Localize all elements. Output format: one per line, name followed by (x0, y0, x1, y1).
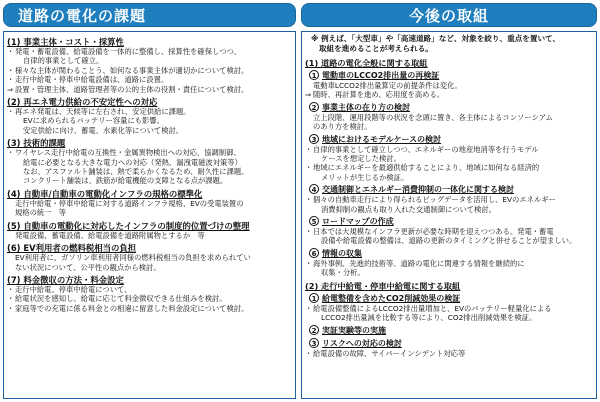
initiative-subtitle-text: 交通制御とエネルギー消費抑制の一体化に関する検討 (322, 185, 514, 195)
initiative-line: ・ 個々の自動車走行により得られるビッグデータを活用し、EVのエネルギー (305, 195, 593, 204)
issue-section-title: (4) 自動車/自動車の電動化インフラの規格の標準化 (7, 188, 203, 199)
issue-line: ・ 走行中給電・停車中給電設備は、道路に設置。 (7, 75, 292, 84)
issues-box (3, 31, 296, 399)
circled-number: 5 (309, 216, 319, 226)
issue-section-title: (3) 技術的課題 (7, 138, 66, 149)
initiative-line: のあり方を検討。 (313, 122, 372, 132)
initiative-subtitle (305, 102, 593, 113)
initiative-subtitle-text: 給電整備を含めたCO2削減効果の検証 (322, 293, 461, 303)
circled-number: 2 (309, 102, 319, 112)
issue-line: ・ 走行中給電、停車中給電について、 (7, 285, 292, 294)
issue-section-title: (1) 事業主体・コスト・採算性 (7, 37, 124, 47)
issue-line: ・ 家庭等での充電に係る料金との相違に留意した料金設定について検討。 (7, 304, 292, 313)
issue-section-title: (7) 料金徴収の方法・料金設定 (7, 274, 124, 285)
initiative-line: 立上段階、運用段階等の状況を念頭に置き、各主体によるコンソーシアム (313, 112, 553, 122)
initiative-line: 消費抑制の観点も取り入れた交通制御について検討。 (321, 204, 496, 214)
issue-line: ・ 発電・蓄電設備、給電設備を一体的に整備し、採算性を確保しつつ、 (7, 47, 292, 56)
initiative-line: ケースを想定した検討。 (321, 154, 401, 164)
issue-line: 自律的事業として確立。 (23, 56, 104, 66)
initiative-subtitle-text: 地域におけるモデルケースの検討 (322, 134, 442, 144)
issue-line: 走行中給電・停車中給電に対する道路インフラ規格、EVの受電装置の (15, 198, 244, 208)
left-panel (3, 3, 296, 399)
note-line: ※ 例えば、「大型車」や「高速道路」など、対象を絞り、重点を置いて、 (311, 34, 561, 43)
issue-section-title: (5) 自動車の電動化に対応したインフラの制度的位置づけの整理 (7, 220, 250, 231)
initiative-subtitle-text: 情報の収集 (322, 248, 362, 258)
initiative-group-title: (2) 走行中給電・停車中給電に関する取組 (305, 280, 461, 291)
initiative-subtitle-text: 実証実験等の実施 (322, 325, 386, 335)
left-panel-title: 道路の電化の課題 (3, 3, 296, 27)
issue-line: コンクリート舗装は、鉄筋が給電機能の支障となる点が課題。 (23, 176, 228, 186)
initiative-subtitle (305, 134, 593, 145)
circled-number: 3 (309, 134, 319, 144)
initiative-subtitle-text: ロードマップの作成 (322, 217, 394, 227)
circled-number: 4 (309, 184, 319, 194)
issue-section-title: (2) 再エネ電力供給の不安定性への対応 (7, 97, 158, 108)
issue-line: 規格の統一 等 (15, 208, 67, 218)
issue-line: ・ ワイヤレス走行中給電の互換性・金属異物検出への対応、協調制御、 (7, 148, 292, 157)
initiative-subtitle (305, 70, 593, 81)
circled-number: 1 (309, 70, 319, 80)
initiative-line: 設備や給電設備の整備は、道路の更新のタイミングと併せることが望ましい。 (321, 236, 577, 246)
circled-number: 2 (309, 325, 319, 335)
initiative-line: ・ 海外事例、先進的技術等、道路の電化に関連する情報を継続的に (305, 259, 593, 268)
initiative-line: メリットが生じるか検証。 (321, 172, 409, 182)
issue-line: ・ 様々な主体が関わることう、如何なる事業主体が適切かについて検討。 (7, 66, 292, 75)
initiative-line: LCCO2排出量減を比較する等により、CO2排出削減効果を検証。 (321, 313, 537, 323)
initiative-subtitle (305, 325, 593, 336)
initiative-line: ・ 給電設備の故障、サイバーインシデント対応等 (305, 349, 593, 358)
initiative-line: ・ 給電設備整備によるLCCO2排出量増加と、EVのバッテリー軽量化による (305, 304, 593, 313)
initiative-line: ・ 自律的事業として確立しつつ、エネルギーの地産地消等を行うモデル (305, 145, 593, 154)
initiative-group-title: (1) 道路の電化全般に関する取組 (305, 58, 428, 68)
issue-line: EV利用者に、ガソリン車利用者同様の燃料税相当の負担を求められてい (15, 253, 251, 263)
initiative-subtitle (305, 338, 593, 349)
right-panel (301, 3, 597, 399)
circled-number: 6 (309, 248, 319, 258)
right-panel-title: 今後の取組 (301, 3, 597, 27)
initiative-line: ・ 日本では大規模なインフラ更新が必要な時期を迎えつつある。発電・蓄電 (305, 227, 593, 236)
circled-number: 1 (309, 293, 319, 303)
issue-line: なお、アスファルト舗装は、熱で柔らかくなるため、耐久性に課題。 (23, 167, 249, 177)
initiative-subtitle (305, 248, 593, 259)
issue-line: ・ 再エネ発電は、天候等に左右され、安定供給に課題。 (7, 107, 292, 116)
initiative-subtitle (305, 184, 593, 195)
initiative-subtitle (305, 293, 593, 304)
initiative-line: ・ 地域にエネルギーを最適供給することにより、地域に如何なる経済的 (305, 163, 593, 172)
circled-number: 3 (309, 338, 319, 348)
issue-line: 給電に必要となる大きな電力への対応（発熱、漏洩電磁波対策等） (23, 157, 242, 167)
note-line: 取組を進めることが考えられる。 (319, 44, 433, 53)
initiative-subtitle-text: 電動車のLCCO2排出量の再検証 (322, 71, 440, 80)
initiative-subtitle-text: リスクへの対応の検討 (322, 338, 402, 348)
issue-line: ない状況について、公平性の観点から検討。 (15, 262, 161, 272)
issue-line: 安定供給に向け、蓄電、水素化等について検討。 (23, 125, 184, 135)
initiative-subtitle-text: 事業主体の在り方の検討 (322, 102, 410, 112)
initiatives-box (301, 31, 597, 399)
issue-section-title: (6) EV利用者の燃料税相当の負担 (7, 243, 137, 254)
issue-line: EVに求められるバッテリー容量にも影響。 (23, 116, 164, 126)
issue-line: ・ 給電状況を感知し、給電に応じて料金徴収できる仕組みを検討。 (7, 294, 292, 303)
issue-line: ⇒ 設置・管理主体、道路管理者等の公的主体の役割・責任について検討。 (7, 85, 292, 94)
initiative-subtitle (305, 216, 593, 227)
issue-line: 発電設備、蓄電設備、給電設備を道路附属物とするか 等 (15, 230, 205, 240)
initiative-line: 電動車LCCO2排出量算定の前提条件は変化。 (313, 81, 462, 90)
initiative-line: ⇒ 随時、再計算を進め、応用度を高める。 (305, 90, 593, 99)
initiative-line: 収集・分析。 (321, 268, 365, 278)
